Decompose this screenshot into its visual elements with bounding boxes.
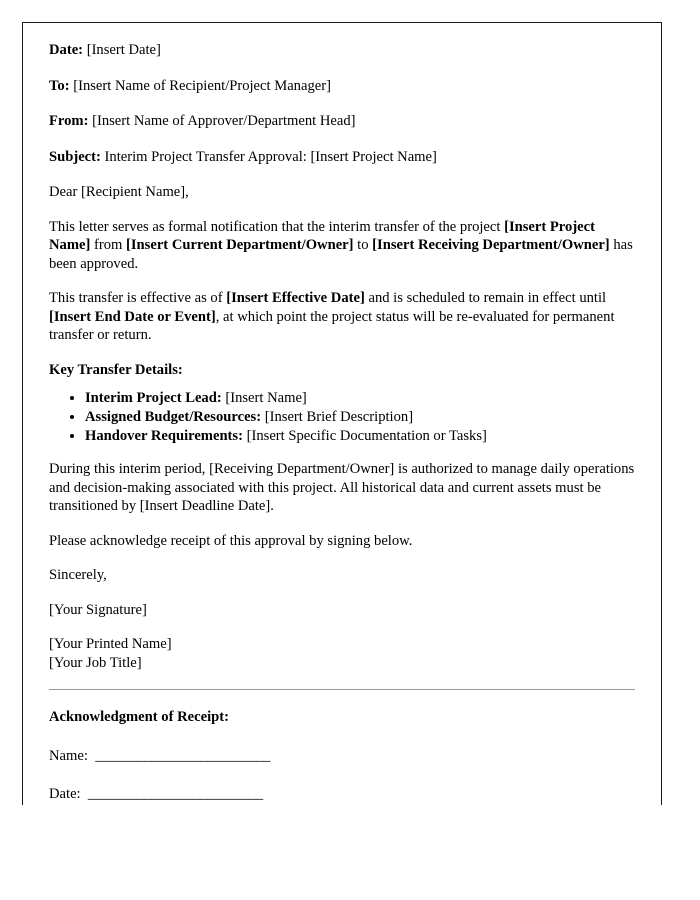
field-subject (49, 148, 635, 167)
para1-seg3: to (353, 237, 373, 254)
para2-seg3: , at which point the project status will be re-evaluated for permanent transfer or return. (49, 308, 615, 344)
paragraph-acknowledge-request: Please acknowledge receipt of this approval by signing below. (49, 532, 413, 549)
acknowledgment-name-label: Name: (49, 747, 96, 764)
para1-seg1: This letter serves as formal notification that the interim transfer of the project (49, 218, 505, 235)
field-from-label: From: (49, 113, 89, 130)
field-date-value: [Insert Date] (86, 42, 161, 58)
acknowledgment-date-label: Date: (49, 786, 88, 803)
field-subject-label: Subject: (49, 148, 101, 165)
para1-seg4: has been approved. (49, 237, 633, 272)
field-date (49, 41, 635, 60)
field-from (49, 112, 635, 131)
para1-seg2: from (90, 237, 127, 254)
para1-bold-receiving-owner: [Insert Receiving Department/Owner] (372, 237, 610, 254)
para2-bold-effective-date: [Insert Effective Date] (226, 290, 365, 307)
para1-bold-project-name: [Insert Project Name] (49, 218, 595, 254)
detail-value-budget-resources: [Insert Brief Description] (261, 409, 414, 426)
paragraph-transfer-notification (49, 218, 635, 274)
field-to (49, 77, 635, 96)
detail-label-project-lead: Interim Project Lead: (85, 390, 222, 407)
printed-name-placeholder: [Your Printed Name] (49, 636, 172, 653)
list-item (85, 427, 635, 446)
detail-value-handover-requirements: [Insert Specific Documentation or Tasks] (242, 428, 487, 445)
paragraph-interim-authority: During this interim period, [Receiving Department/Owner] is authorized to manage daily operations and decision-making associated with this project. All historical data and current assets must be transitioned by [Insert Deadline Date]. (49, 461, 635, 515)
section-divider (49, 689, 635, 690)
para2-seg1: This transfer is effective as of (49, 290, 227, 307)
document-body (49, 41, 635, 824)
signer-identity-block (49, 635, 635, 673)
paragraph-effective-dates (49, 289, 635, 345)
acknowledgment-date-blank[interactable]: _________________________ (87, 786, 263, 803)
signature-placeholder: [Your Signature] (49, 601, 147, 618)
field-subject-value: Interim Project Transfer Approval: [Insert Project Name] (104, 148, 437, 165)
acknowledgment-name-blank[interactable]: _________________________ (95, 747, 271, 764)
field-date-label: Date: (49, 42, 84, 58)
para2-bold-end-date: [Insert End Date or Event] (49, 308, 216, 325)
para1-bold-current-owner: [Insert Current Department/Owner] (126, 237, 354, 254)
field-to-label: To: (49, 77, 70, 94)
detail-label-budget-resources: Assigned Budget/Resources: (85, 409, 262, 426)
para2-seg2: and is scheduled to remain in effect until (364, 290, 607, 307)
list-item (85, 408, 635, 427)
list-item (85, 389, 635, 408)
field-to-value: [Insert Name of Recipient/Project Manager] (73, 77, 331, 94)
acknowledgment-name-row (49, 747, 635, 766)
field-from-value: [Insert Name of Approver/Department Head] (92, 113, 356, 130)
salutation: Dear [Recipient Name], (49, 184, 189, 201)
detail-value-project-lead: [Insert Name] (221, 390, 307, 407)
job-title-placeholder: [Your Job Title] (49, 655, 142, 672)
acknowledgment-date-row (49, 785, 635, 804)
document-page (22, 22, 662, 805)
detail-label-handover-requirements: Handover Requirements: (85, 428, 243, 445)
key-transfer-details-heading: Key Transfer Details: (49, 361, 183, 378)
acknowledgment-heading: Acknowledgment of Receipt: (49, 709, 229, 726)
closing-salutation: Sincerely, (49, 567, 107, 584)
key-transfer-details-list (49, 389, 635, 446)
